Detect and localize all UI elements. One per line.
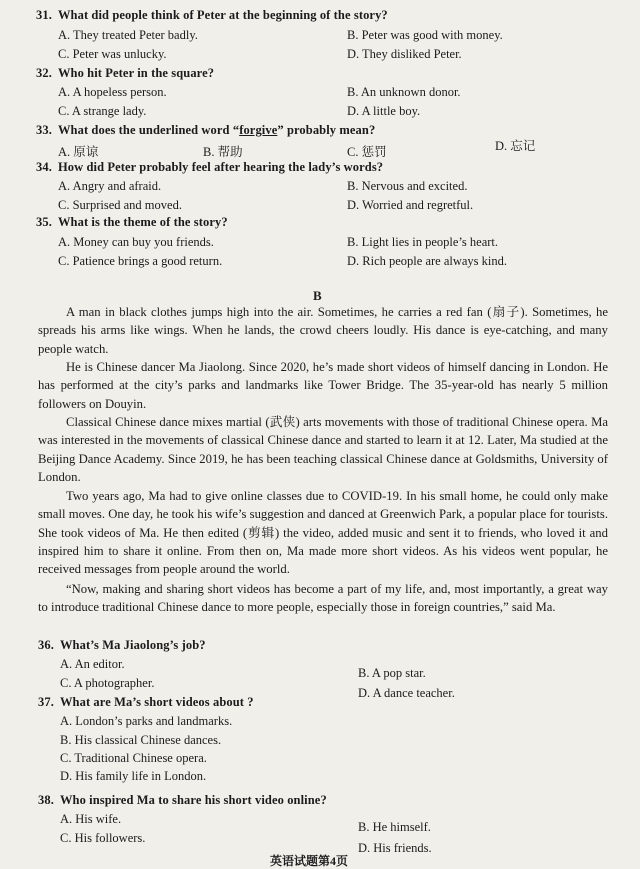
option-b: B. An unknown donor. — [347, 85, 461, 99]
option-c: C. Patience brings a good return. — [58, 254, 223, 268]
question-34 — [36, 160, 383, 175]
question-number: 33. — [36, 123, 52, 137]
passage-paragraph: “Now, making and sharing short videos has become a part of my life, and, most importantly, a great way to introduce traditional Chinese dance to more people, especially those in foreign countries,” said Ma. — [38, 582, 608, 615]
option-d: D. His family life in London. — [60, 769, 207, 783]
question-text: What did people think of Peter at the beginning of the story? — [57, 8, 388, 22]
option-a: A. Angry and afraid. — [58, 179, 162, 193]
passage-paragraph: Classical Chinese dance mixes martial (武侠) arts movements with those of traditional Chinese opera. Ma was interested in the movements of classical Chinese dance and started to learn it at 12. Later, Ma studied at the Beijing Dance Academy. Since 2019, he has been teaching classical Chinese dance at Goldsmiths, University of London. — [38, 415, 608, 484]
option-d: D. 忘记 — [495, 139, 536, 153]
question-text: What is the theme of the story? — [57, 215, 228, 229]
option-c: C. A strange lady. — [58, 104, 147, 118]
underlined-word: forgive — [239, 123, 278, 137]
option-d: D. Worried and regretful. — [347, 198, 474, 212]
option-c: C. Traditional Chinese opera. — [60, 751, 207, 765]
option-b: B. Light lies in people’s heart. — [347, 235, 499, 249]
option-a: A. Money can buy you friends. — [58, 235, 214, 249]
question-number: 38. — [38, 793, 54, 807]
option-b: B. He himself. — [358, 820, 431, 834]
question-number: 32. — [36, 66, 52, 80]
option-d: D. A little boy. — [347, 104, 421, 118]
option-d: D. They disliked Peter. — [347, 47, 462, 61]
section-title: B — [313, 288, 322, 303]
option-b: B. Peter was good with money. — [347, 28, 503, 42]
option-a: A. London’s parks and landmarks. — [60, 714, 233, 728]
option-b: B. A pop star. — [358, 666, 426, 680]
option-d: D. His friends. — [358, 841, 432, 855]
option-c: C. Surprised and moved. — [58, 198, 182, 212]
question-text: Who hit Peter in the square? — [57, 66, 215, 80]
question-text: How did Peter probably feel after hearing the lady’s words? — [57, 160, 384, 174]
question-36 — [38, 638, 206, 653]
option-c: C. Peter was unlucky. — [58, 47, 167, 61]
question-text: What are Ma’s short videos about ? — [59, 695, 254, 709]
question-32 — [36, 66, 214, 81]
option-a: A. They treated Peter badly. — [58, 28, 198, 42]
question-text-before: What does the underlined word “ — [57, 123, 240, 137]
question-text: What’s Ma Jiaolong’s job? — [59, 638, 206, 652]
question-number: 37. — [38, 695, 54, 709]
question-38 — [38, 793, 327, 808]
question-text-after: ” probably mean? — [277, 123, 376, 137]
option-a: A. A hopeless person. — [58, 85, 167, 99]
option-a: A. His wife. — [60, 812, 122, 826]
passage-paragraph: Two years ago, Ma had to give online classes due to COVID-19. In his small home, he could only make small moves. One day, he took his wife’s suggestion and danced at Greenwich Park, a popular place for tourists. She took videos of Ma. He then edited (剪辑) the video, added music and sent it to friends, who loved it and inspired him to share it online. From then on, Ma made more short videos. As his videos went popular, he received messages from people around the world. — [38, 489, 608, 577]
option-b: B. His classical Chinese dances. — [60, 733, 222, 747]
passage-paragraph: A man in black clothes jumps high into the air. Sometimes, he carries a red fan (扇子). Sometimes, he spreads his arms like wings. When he lands, the crowd cheers loudly. His dance is eye-catching, and many people watch. — [38, 305, 608, 356]
page-footer: 英语试题第4页 — [270, 854, 349, 868]
passage-paragraph: He is Chinese dancer Ma Jiaolong. Since 2020, he’s made short videos of himself dancing in London. He has performed at the city’s parks and landmarks like Tower Bridge. The 35-year-old has nearly 5 million followers on Douyin. — [38, 360, 608, 411]
option-b: B. Nervous and excited. — [347, 179, 468, 193]
question-text: Who inspired Ma to share his short video online? — [59, 793, 327, 807]
option-c: C. 惩罚 — [347, 145, 387, 159]
option-a: A. An editor. — [60, 657, 125, 671]
option-c: C. A photographer. — [60, 676, 155, 690]
option-a: A. 原谅 — [58, 145, 99, 159]
question-number: 35. — [36, 215, 52, 229]
option-b: B. 帮助 — [203, 145, 243, 159]
option-d: D. Rich people are always kind. — [347, 254, 508, 268]
question-31 — [36, 8, 388, 23]
question-number: 31. — [36, 8, 52, 22]
question-33 — [36, 123, 375, 138]
option-c: C. His followers. — [60, 831, 146, 845]
question-number: 36. — [38, 638, 54, 652]
question-37 — [38, 695, 254, 710]
question-number: 34. — [36, 160, 52, 174]
question-35 — [36, 215, 228, 230]
option-d: D. A dance teacher. — [358, 686, 455, 700]
